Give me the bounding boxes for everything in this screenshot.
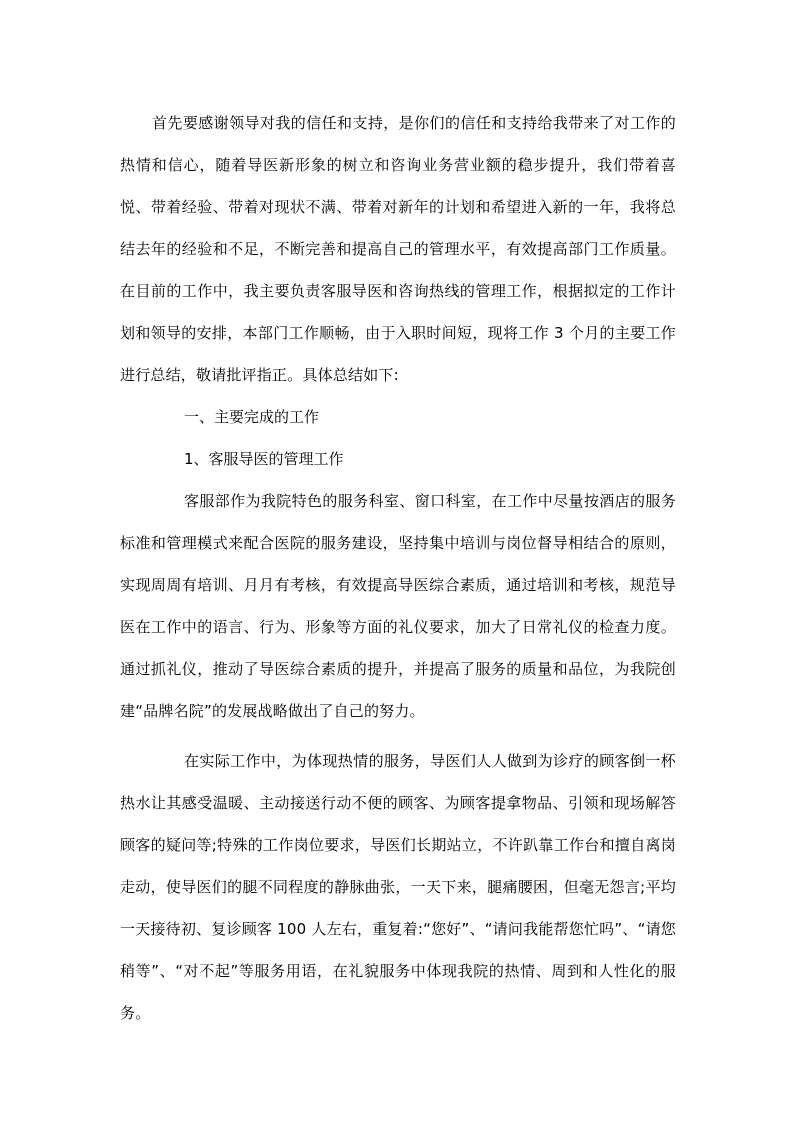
intro-paragraph: 首先要感谢领导对我的信任和支持，是你们的信任和支持给我带来了对工作的热情和信心，随着导医新形象的树立和咨询业务营业额的稳步提升，我们带着喜悦、带着经验、带着对现状不满、带着对新年的计划和希望进入新的一年，我将总结去年的经验和不足，不断完善和提高自己的管理水平，有效提高部门工作质量。在目前的工作中，我主要负责客服导医和咨询热线的管理工作，根据拟定的工作计划和领导的安排，本部门工作顺畅，由于入职时间短，现将工作 3 个月的主要工作进行总结，敬请批评指正。具体总结如下: bbox=[120, 114, 676, 384]
paragraph-spacer bbox=[120, 732, 676, 740]
section-title: 一、主要完成的工作 bbox=[184, 408, 320, 426]
subsection-title: 1、客服导医的管理工作 bbox=[184, 450, 344, 468]
body-paragraph-2: 在实际工作中，为体现热情的服务，导医们人人做到为诊疗的顾客倒一杯热水让其感受温暖、主动接送行动不便的顾客、为顾客提拿物品、引领和现场解答顾客的疑问等;特殊的工作岗位要求，导医们长期站立，不许趴靠工作台和擅自离岗走动，使导医们的腿不同程度的静脉曲张，一天下来，腿痛腰困，但毫无怨言;平均一天接待初、复诊顾客 100 人左右，重复着:“您好”、“请问我能帮您忙吗”、“请您稍等”、“对不起”等服务用语，在礼貌服务中体现我院的热情、周到和人性化的服务。 bbox=[120, 752, 676, 1022]
document-page bbox=[120, 102, 676, 1034]
body-paragraph-1: 客服部作为我院特色的服务科室、窗口科室，在工作中尽量按酒店的服务标准和管理模式来配合医院的服务建设，坚持集中培训与岗位督导相结合的原则，实现周周有培训、月月有考核，有效提高导医综合素质，通过培训和考核，规范导医在工作中的语言、行为、形象等方面的礼仪要求，加大了日常礼仪的检查力度。通过抓礼仪，推动了导医综合素质的提升，并提高了服务的质量和品位，为我院创建“品牌名院”的发展战略做出了自己的努力。 bbox=[120, 492, 676, 720]
